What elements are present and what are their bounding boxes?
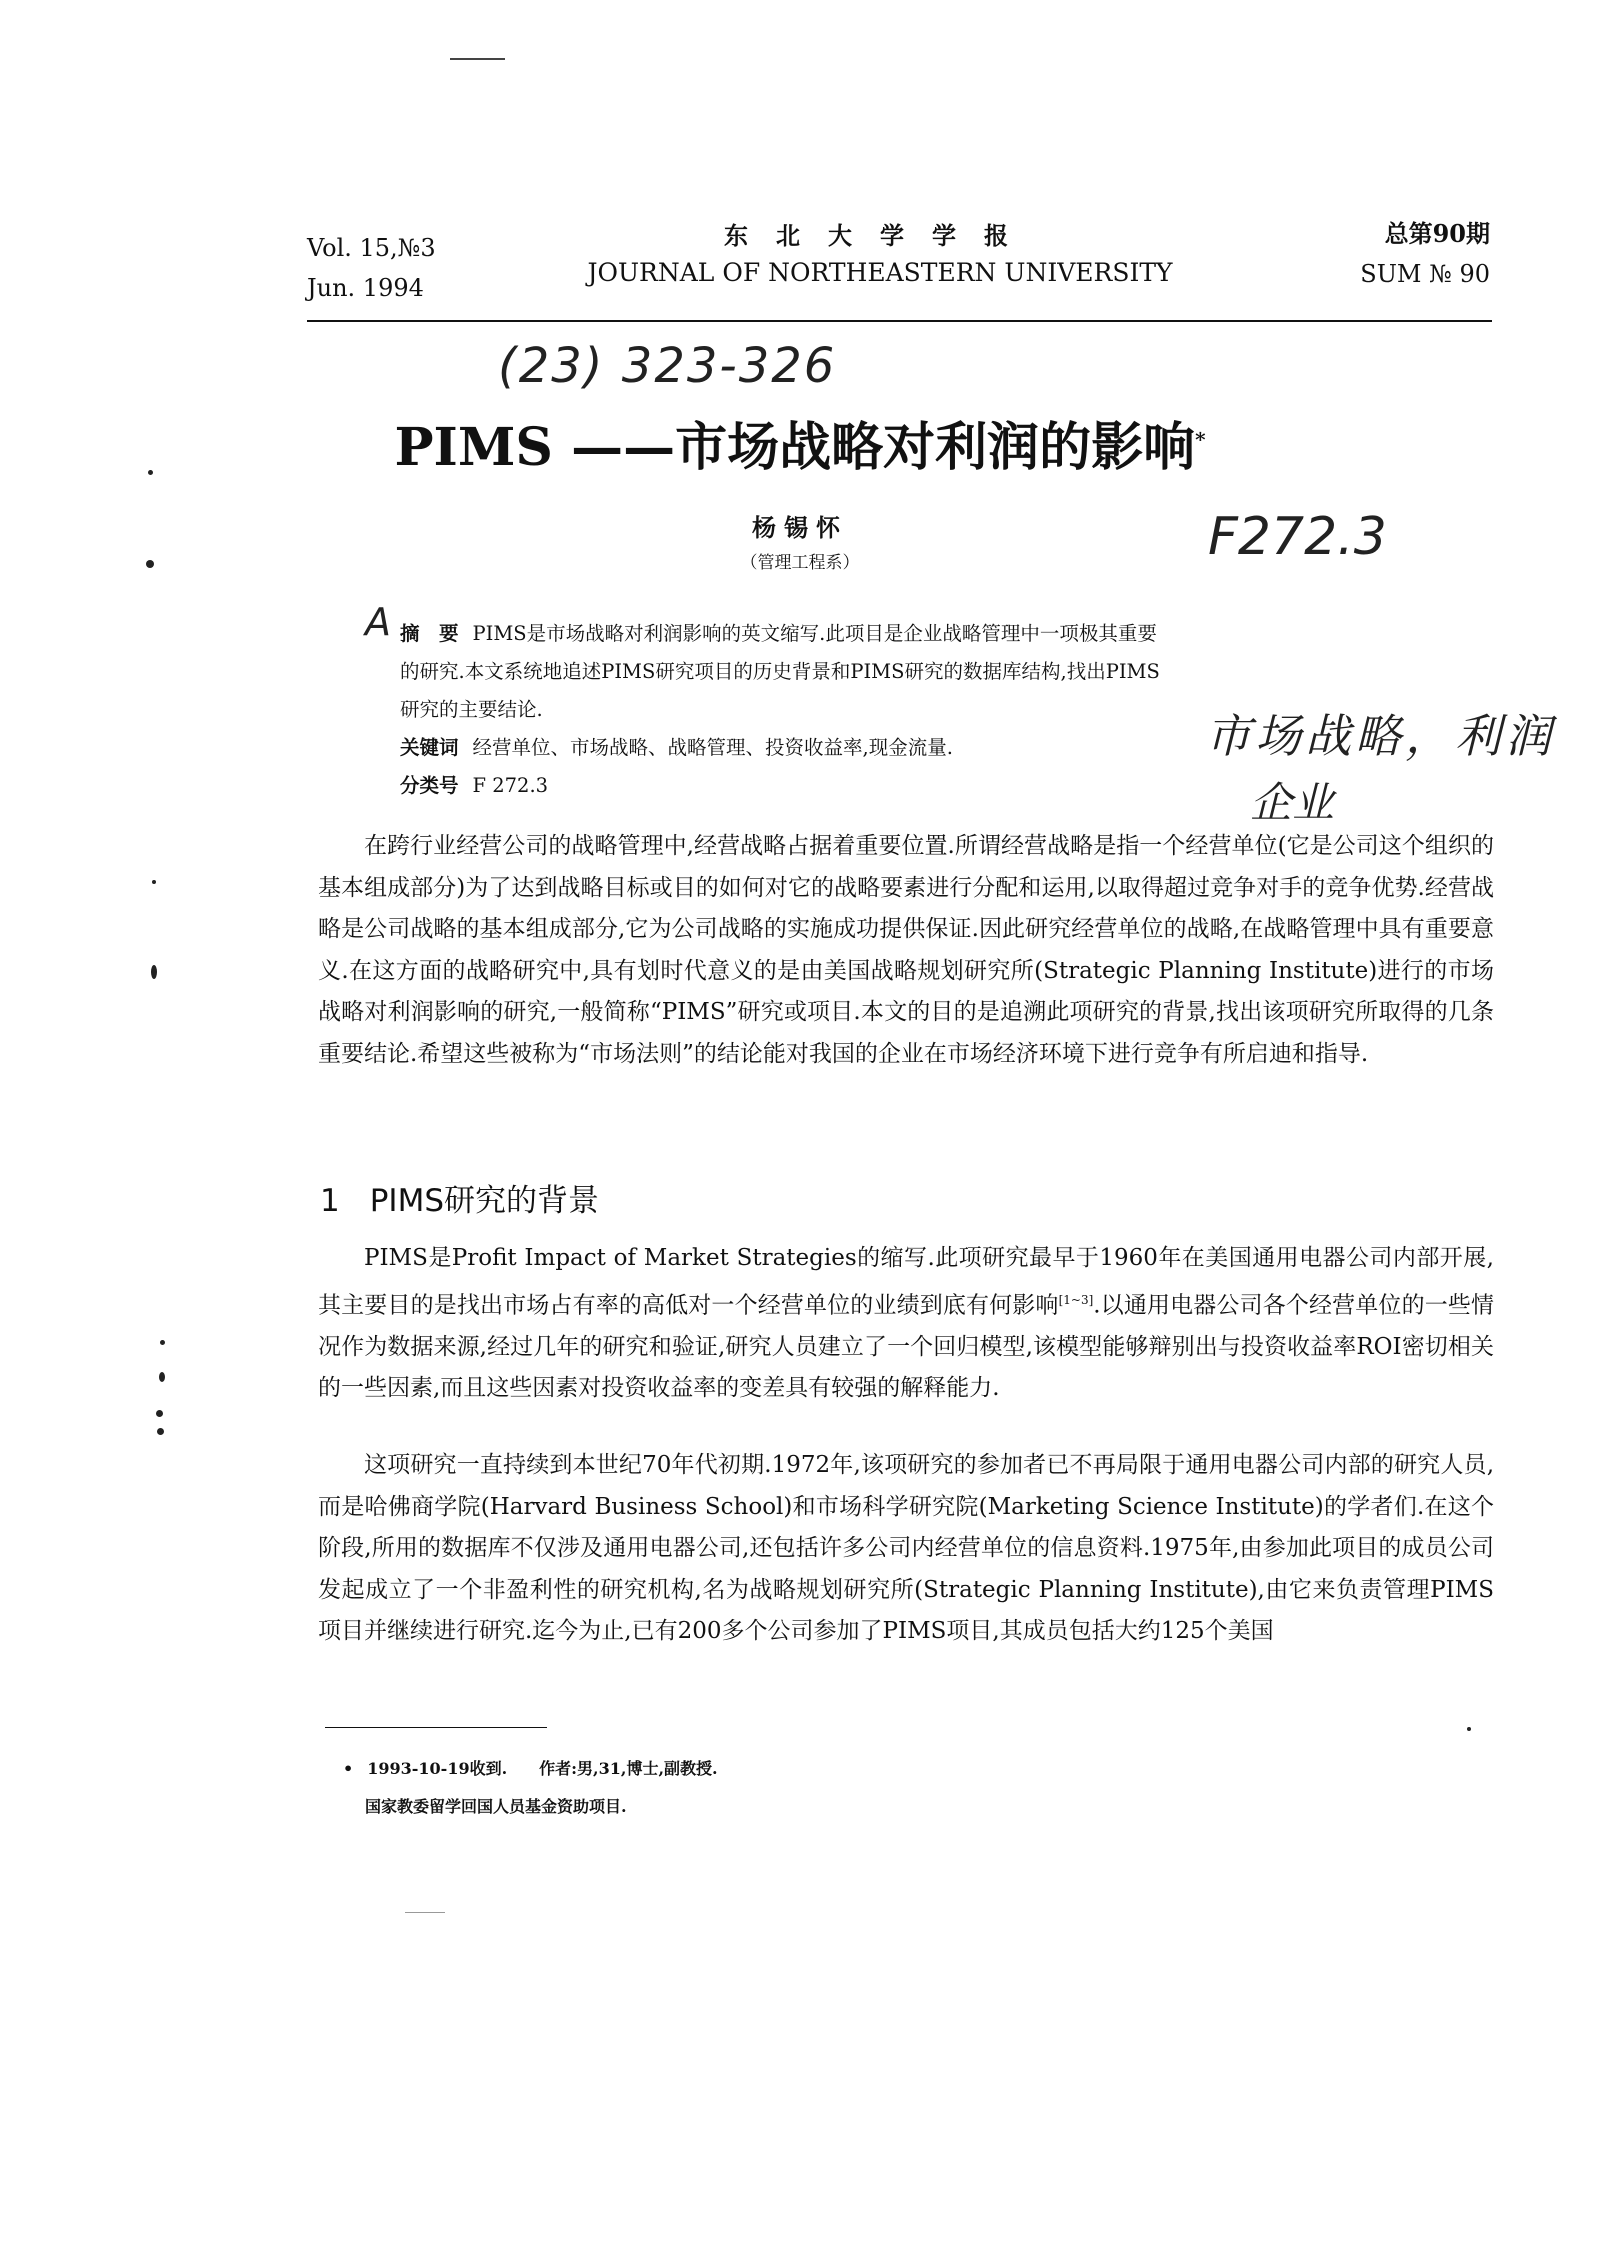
- scan-speck: [156, 1410, 163, 1417]
- classification-label: 分类号: [400, 774, 459, 797]
- scan-streak: [405, 1912, 445, 1913]
- section-title: PIMS研究的背景: [369, 1183, 599, 1219]
- classification-line: [400, 767, 1400, 805]
- scan-speck: [148, 470, 153, 475]
- publication-date: Jun. 1994: [307, 274, 424, 302]
- intro-text: 在跨行业经营公司的战略管理中,经营战略占据着重要位置.所谓经营战略是指一个经营单位(它是公司这个组织的基本组成部分)为了达到战略目标或目的如何对它的战略要素进行分配和运用,以取得超过竞争对手的竞争优势.经营战略是公司战略的基本组成部分,它为公司战略的实施成功提供保证.因此研究经营单位的战略,在战略管理中具有重要意义.在这方面的战略研究中,具有划时代意义的是由美国战略规划研究所(Strategic Planning Institute)进行的市场战略对利润影响的研究,一般简称“PIMS”研究或项目.本文的目的是追溯此项研究的背景,找出该项研究所取得的几条重要结论.希望这些被称为“市场法则”的结论能对我国的企业在市场经济环境下进行竞争有所启迪和指导.: [318, 833, 1494, 1067]
- scan-speck: [151, 965, 157, 979]
- footnote-rule: [325, 1727, 547, 1728]
- author-name: 杨锡怀: [752, 513, 848, 542]
- scan-speck: [159, 1372, 165, 1382]
- abstract-text-2: 的研究.本文系统地追述PIMS研究项目的历史背景和PIMS研究的数据库结构,找出PIMS: [400, 660, 1160, 683]
- footnote-received: 1993-10-19收到. 作者:男,31,博士,副教授.: [367, 1759, 718, 1778]
- paragraph-2-part-a: PIMS是Profit Impact of Market Strategies的缩写.此项研究最早于1960年在美国通用电器公司内部开展,其主要目的是找出市场占有率的高低对一个经营单位的业绩到底有何影响: [318, 1245, 1494, 1319]
- header-rule: [307, 320, 1492, 322]
- body-paragraph-2: [318, 1238, 1494, 1410]
- body-paragraph-3: [318, 1445, 1494, 1653]
- total-issue-cn: 总第90期: [1384, 219, 1490, 248]
- author-affiliation: （管理工程系）: [740, 553, 860, 573]
- abstract-text-3: 研究的主要结论.: [400, 698, 543, 721]
- paragraph-3-text: 这项研究一直持续到本世纪70年代初期.1972年,该项研究的参加者已不再局限于通用电器公司内部的研究人员,而是哈佛商学院(Harvard Business School)和市场科学研究院(Marketing Science Institute)的学者们.在这个阶段,所用的数据库不仅涉及通用电器公司,还包括许多公司内经营单位的信息资料.1975年,由参加此项目的成员公司发起成立了一个非盈利性的研究机构,名为战略规划研究所(Strategic Planning Institute),由它来负责管理PIMS项目并继续进行研究.迄今为止,已有200多个公司参加了PIMS项目,其成员包括大约125个美国: [318, 1452, 1494, 1644]
- journal-name-block: [520, 218, 1240, 292]
- footnote-bullet: •: [343, 1759, 354, 1778]
- footnote-block: [343, 1750, 718, 1826]
- journal-name-en: JOURNAL OF NORTHEASTERN UNIVERSITY: [587, 258, 1173, 287]
- journal-name-cn: 东北大学学报: [724, 221, 1036, 250]
- title-footnote-mark: *: [1195, 427, 1206, 452]
- article-title-text: PIMS ——市场战略对利润的影响: [394, 417, 1196, 478]
- handwritten-keywords: 市场战略，利润: [1205, 709, 1555, 763]
- paragraph-2-text: [318, 1238, 1494, 1410]
- total-issue-en: SUM № 90: [1360, 260, 1490, 288]
- abstract-block: [400, 615, 1400, 805]
- section-heading: [320, 1175, 599, 1220]
- keywords-label: 关键词: [400, 736, 459, 759]
- handwritten-class-code: F272.3: [1208, 507, 1387, 567]
- journal-volume-block: [307, 228, 436, 308]
- volume-issue: Vol. 15,№3: [307, 234, 436, 262]
- footnote-line-2: 国家教委留学回国人员基金资助项目.: [365, 1797, 627, 1816]
- article-title: [300, 405, 1300, 480]
- citation-ref: [1~3]: [1058, 1292, 1094, 1307]
- intro-paragraph: [318, 826, 1494, 1075]
- abstract-text-1: PIMS是市场战略对利润影响的英文缩写.此项目是企业战略管理中一项极其重要: [472, 622, 1157, 645]
- handwritten-mark: A: [365, 600, 391, 644]
- keywords-text: 经营单位、市场战略、战略管理、投资收益率,现金流量.: [472, 736, 953, 759]
- scan-speck: [160, 1340, 165, 1345]
- footnote-line-1: [343, 1750, 718, 1788]
- scan-streak: [450, 58, 505, 60]
- section-number: 1: [320, 1183, 340, 1219]
- paragraph-2-part-b: .以通用电器公司各个经营单位的一些情况作为数据来源,经过几年的研究和验证,研究人员建立了一个回归模型,该模型能够辩别出与投资收益率ROI密切相关的一些因素,而且这些因素对投资收益率的变差具有较强的解释能力.: [318, 1292, 1495, 1402]
- abstract-label: 摘 要: [400, 622, 459, 645]
- classification-value: F 272.3: [472, 774, 549, 797]
- handwritten-keyword-2: 企业: [1250, 778, 1335, 827]
- scan-speck: [152, 880, 156, 884]
- scan-speck: [1467, 1727, 1471, 1731]
- total-issue-block: [1290, 214, 1490, 294]
- handwritten-page-range: (23) 323-326: [498, 338, 837, 394]
- abstract-line: [400, 615, 1400, 653]
- scan-speck: [157, 1428, 164, 1435]
- keywords-line: [400, 729, 1400, 767]
- scan-speck: [146, 560, 154, 568]
